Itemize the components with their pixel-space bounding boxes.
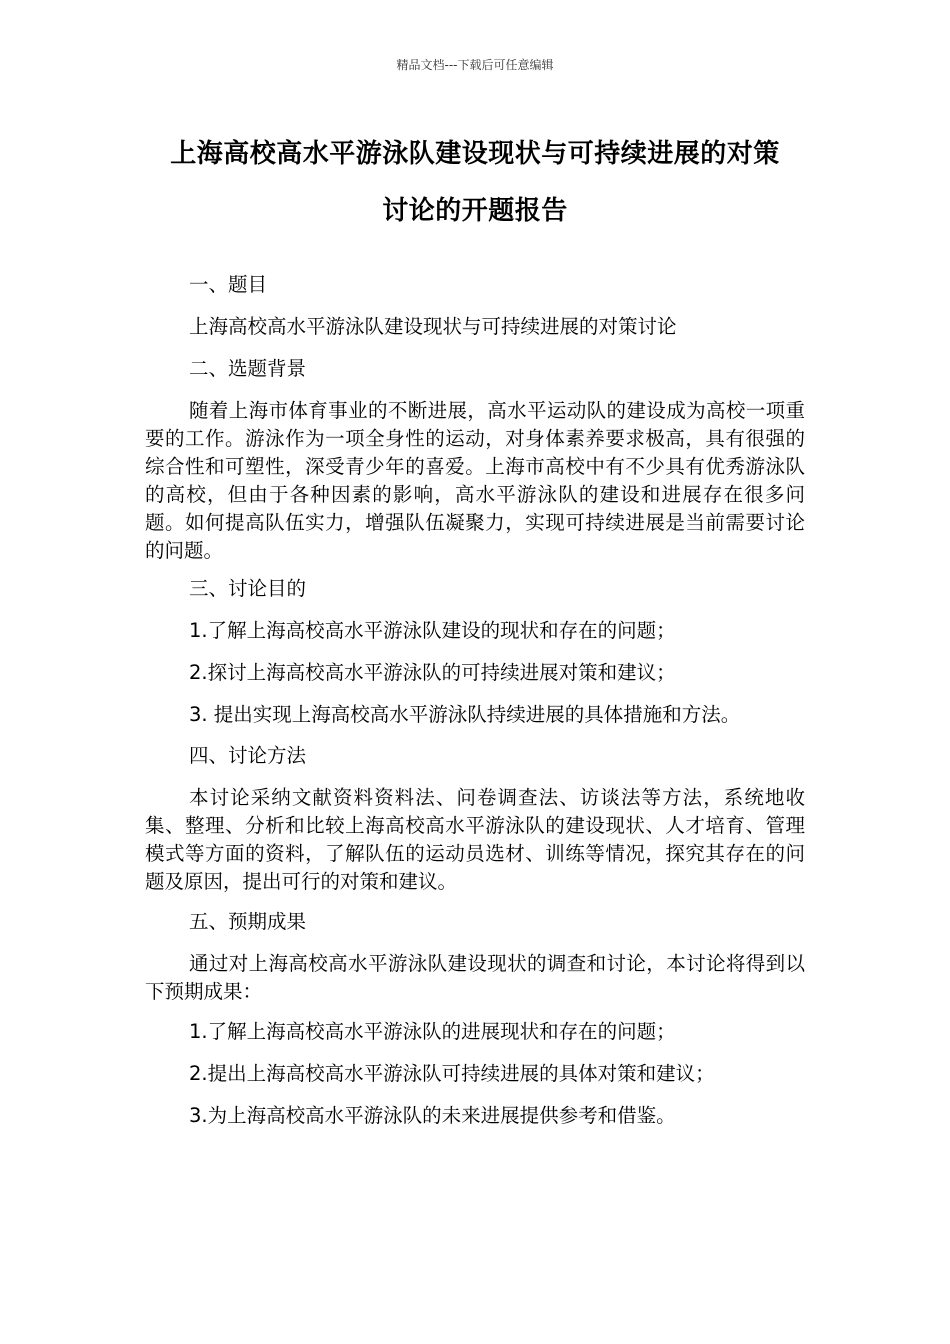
method-paragraph: 本讨论采纳文献资料资料法、问卷调查法、访谈法等方法，系统地收集、整理、分析和比较上海高校高水平游泳队的建设现状、人才培育、管理模式等方面的资料，了解队伍的运动员选材、训练等情况，探究其存在的问题及原因，提出可行的对策和建议。 [145,786,805,893]
section-heading-topic: 一、题目 [189,273,268,296]
topic-text: 上海高校高水平游泳队建设现状与可持续进展的对策讨论 [189,315,677,338]
purpose-item-1: 1.了解上海高校高水平游泳队建设的现状和存在的问题； [189,619,676,642]
document-title-line-1: 上海高校高水平游泳队建设现状与可持续进展的对策 [170,139,780,169]
results-item-2: 2.提出上海高校高水平游泳队可持续进展的具体对策和建议； [189,1062,715,1085]
section-heading-purpose: 三、讨论目的 [189,577,307,600]
page-header: 精品文档---下载后可任意编辑 [396,58,554,72]
results-item-3: 3.为上海高校高水平游泳队的未来进展提供参考和借鉴。 [189,1104,676,1127]
document-title-line-2: 讨论的开题报告 [382,196,568,226]
results-item-1: 1.了解上海高校高水平游泳队的进展现状和存在的问题； [189,1020,676,1043]
section-heading-results: 五、预期成果 [189,910,307,933]
purpose-item-3: 3. 提出实现上海高校高水平游泳队持续进展的具体措施和方法。 [189,703,741,726]
section-heading-background: 二、选题背景 [189,357,307,380]
background-paragraph: 随着上海市体育事业的不断进展，高水平运动队的建设成为高校一项重要的工作。游泳作为一项全身性的运动，对身体素养要求极高，具有很强的综合性和可塑性，深受青少年的喜爱。上海市高校中有不少具有优秀游泳队的高校，但由于各种因素的影响，高水平游泳队的建设和进展存在很多问题。如何提高队伍实力，增强队伍凝聚力，实现可持续进展是当前需要讨论的问题。 [145,399,805,562]
results-intro: 通过对上海高校高水平游泳队建设现状的调查和讨论，本讨论将得到以下预期成果： [145,952,805,1003]
purpose-item-2: 2.探讨上海高校高水平游泳队的可持续进展对策和建议； [189,661,676,684]
section-heading-method: 四、讨论方法 [189,744,307,767]
